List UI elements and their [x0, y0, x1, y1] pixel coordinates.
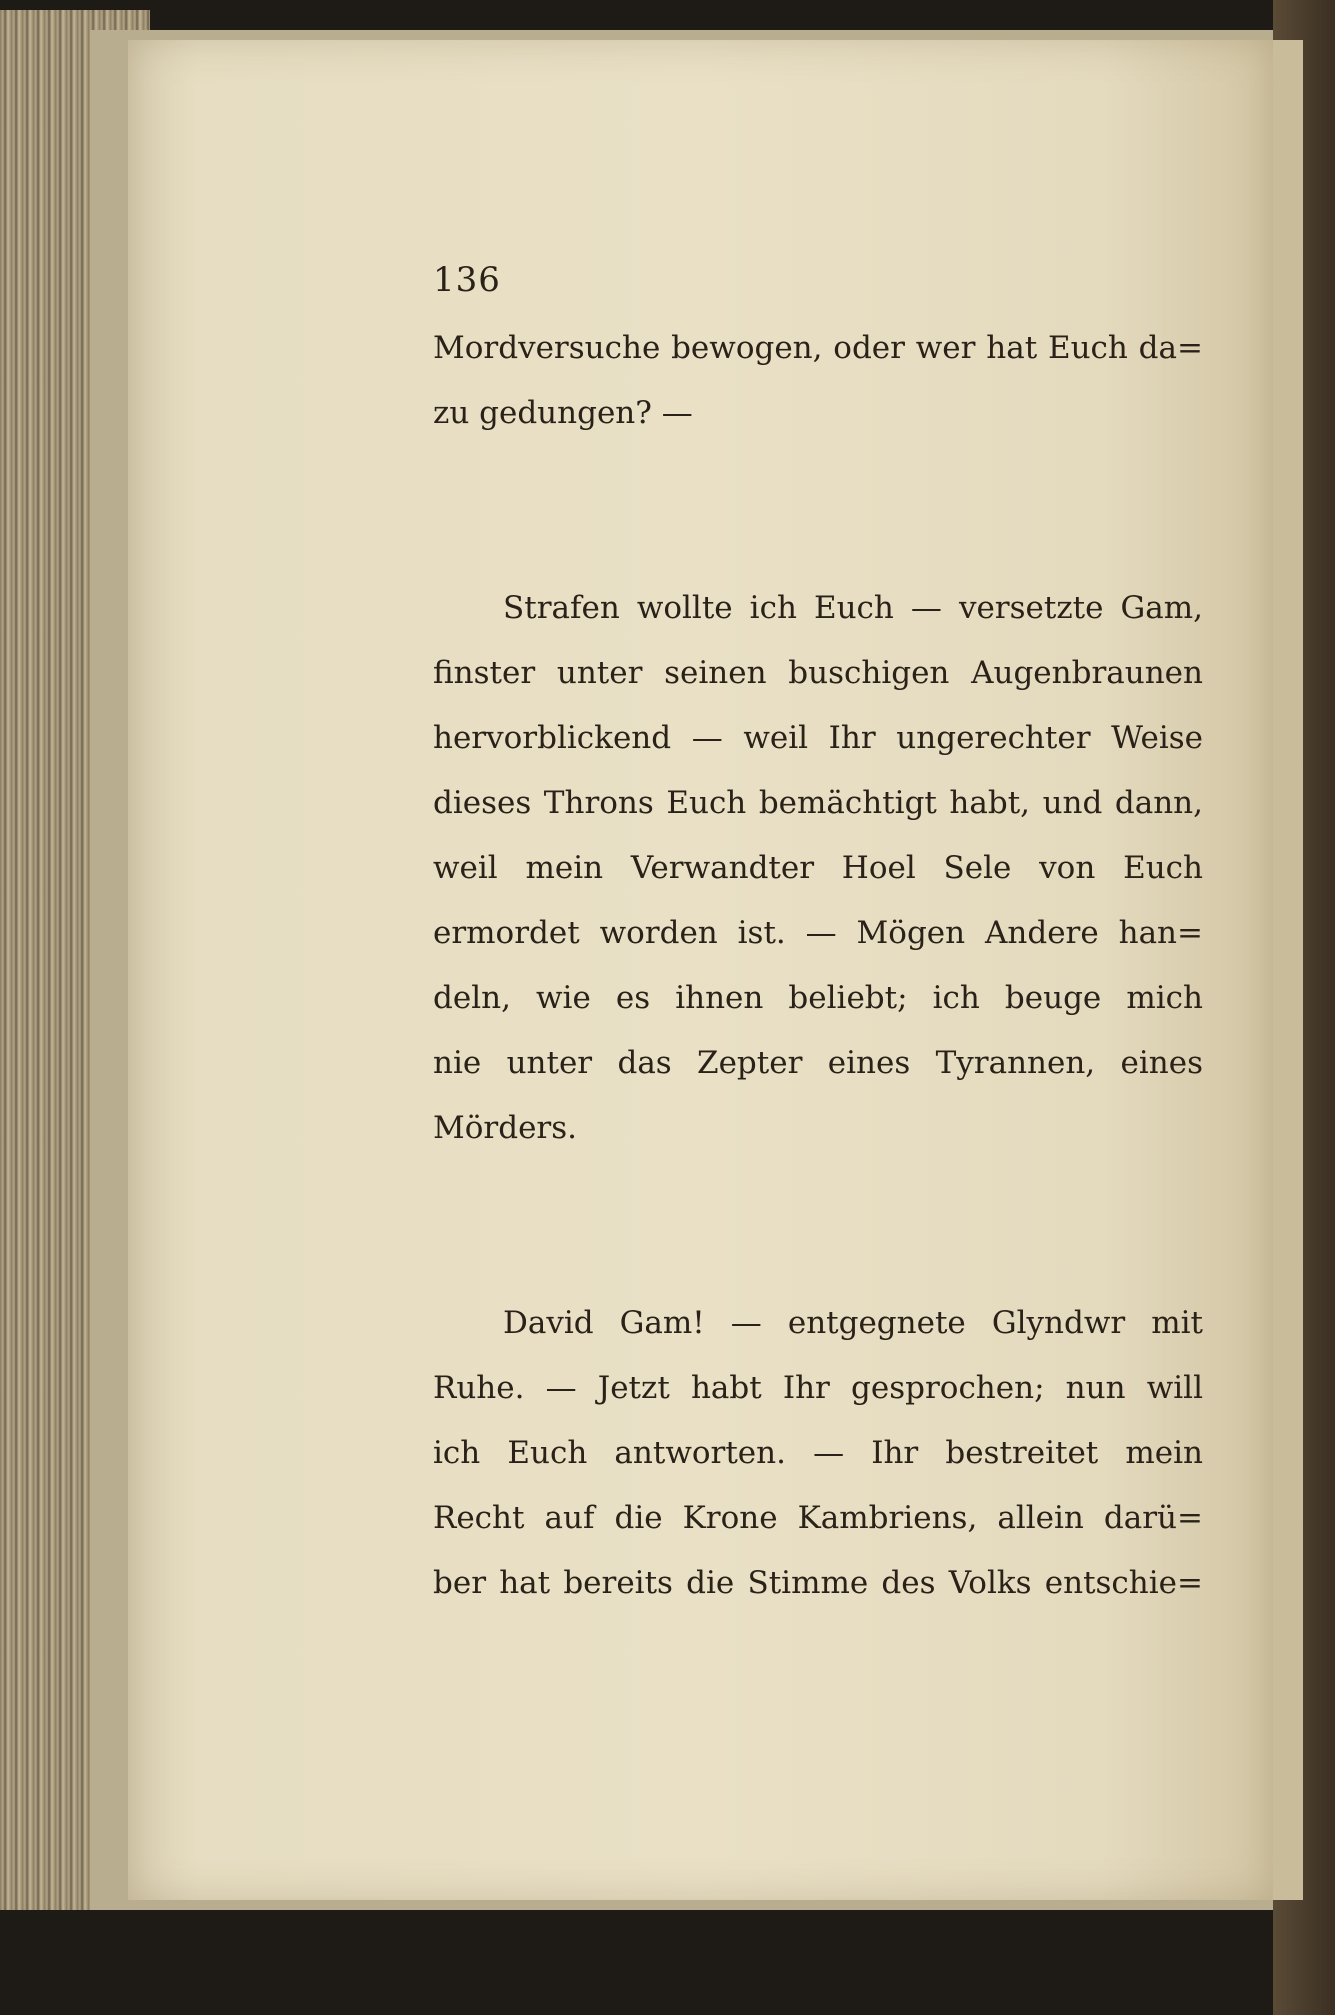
text-line: ermordet worden ist. — Mögen Andere han=: [433, 915, 1203, 951]
text-line: dieses Throns Euch bemächtigt habt, und dann,: [433, 785, 1203, 821]
text-line: hervorblickend — weil Ihr ungerechter Weise: [433, 720, 1203, 756]
text-line: nie unter das Zepter eines Tyrannen, eines: [433, 1045, 1203, 1081]
text-line: David Gam! — entgegnete Glyndwr mit: [503, 1305, 1203, 1341]
paragraph-2: [433, 576, 1203, 1161]
text-line: Mörders.: [433, 1110, 577, 1146]
text-line: Recht auf die Krone Kambriens, allein darü=: [433, 1500, 1203, 1536]
text-line: finster unter seinen buschigen Augenbraunen: [433, 655, 1203, 691]
text-line: ich Euch antworten. — Ihr bestreitet mein: [433, 1435, 1203, 1471]
text-line: Mordversuche bewogen, oder wer hat Euch da=: [433, 330, 1203, 366]
text-line: zu gedungen? —: [433, 395, 693, 431]
page-text: [433, 260, 1203, 1616]
paragraph-1: [433, 316, 1203, 446]
text-line: deln, wie es ihnen beliebt; ich beuge mich: [433, 980, 1203, 1016]
next-page-edge: [1273, 40, 1303, 1900]
paragraph-3: [433, 1291, 1203, 1616]
page-number: 136: [433, 260, 501, 300]
text-line: ber hat bereits die Stimme des Volks entschie=: [433, 1565, 1203, 1601]
text-line: weil mein Verwandter Hoel Sele von Euch: [433, 850, 1203, 886]
text-line: Ruhe. — Jetzt habt Ihr gesprochen; nun will: [433, 1370, 1203, 1406]
text-line: Strafen wollte ich Euch — versetzte Gam,: [503, 590, 1203, 626]
